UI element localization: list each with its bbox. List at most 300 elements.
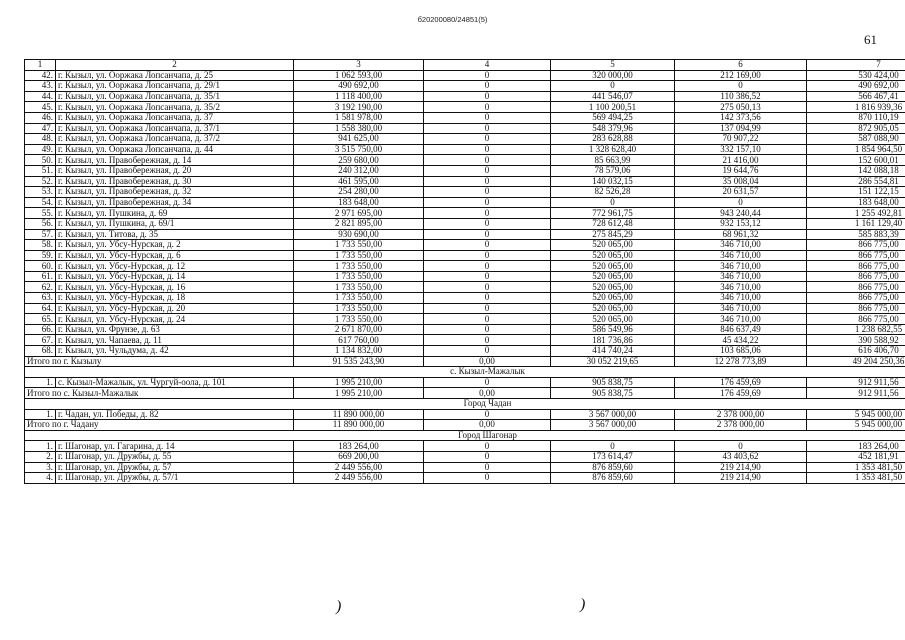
- amount-cell: 45 434,22: [675, 335, 807, 346]
- address-cell: г. Кызыл, ул. Пушкина, д. 69/1: [56, 218, 294, 229]
- amount-cell: 346 710,00: [675, 271, 807, 282]
- amount-cell: 0: [551, 81, 675, 92]
- amount-cell: 346 710,00: [675, 293, 807, 304]
- section-row: [25, 399, 905, 410]
- amount-cell: 183 264,00: [807, 441, 905, 452]
- total-row: [25, 420, 905, 431]
- column-header: 5: [551, 60, 675, 71]
- address-cell: г. Кызыл, ул. Ооржака Лопсанчапа, д. 35/2: [56, 102, 294, 113]
- total-cell: 905 838,75: [551, 388, 675, 399]
- amount-cell: 0: [424, 346, 551, 357]
- amount-cell: 617 760,00: [294, 335, 424, 346]
- amount-cell: 0: [424, 303, 551, 314]
- amount-cell: 219 214,90: [675, 462, 807, 473]
- amount-cell: 0: [424, 282, 551, 293]
- table-row: [25, 303, 905, 314]
- amount-cell: 346 710,00: [675, 261, 807, 272]
- table-row: [25, 473, 905, 484]
- amount-cell: 872 905,05: [807, 123, 905, 134]
- table-row: [25, 197, 905, 208]
- amount-cell: 0: [551, 441, 675, 452]
- table-row: [25, 218, 905, 229]
- amount-cell: 1 854 964,50: [807, 144, 905, 155]
- amount-cell: 2 378 000,00: [675, 409, 807, 420]
- amount-cell: 2 821 895,00: [294, 218, 424, 229]
- total-cell: 12 278 773,89: [675, 356, 807, 367]
- amount-cell: 0: [424, 155, 551, 166]
- amount-cell: 728 612,48: [551, 218, 675, 229]
- amount-cell: 3 515 750,00: [294, 144, 424, 155]
- amount-cell: 866 775,00: [807, 303, 905, 314]
- amount-cell: 866 775,00: [807, 293, 905, 304]
- amount-cell: 254 280,00: [294, 187, 424, 198]
- amount-cell: 70 907,22: [675, 134, 807, 145]
- amount-cell: 866 775,00: [807, 261, 905, 272]
- section-title: с. Кызыл-Мажалык: [25, 367, 905, 378]
- table-row: [25, 377, 905, 388]
- amount-cell: 1 581 978,00: [294, 112, 424, 123]
- row-number: 53.: [25, 187, 56, 198]
- amount-cell: 1 062 593,00: [294, 70, 424, 81]
- section-row: [25, 430, 905, 441]
- amount-cell: 110 386,52: [675, 91, 807, 102]
- amount-cell: 173 614,47: [551, 451, 675, 462]
- table-row: [25, 229, 905, 240]
- total-cell: 91 535 243,90: [294, 356, 424, 367]
- table-row: [25, 250, 905, 261]
- amount-cell: 183 648,00: [807, 197, 905, 208]
- amount-cell: 0: [424, 112, 551, 123]
- row-number: 1.: [25, 409, 56, 420]
- column-header: 2: [56, 60, 294, 71]
- address-cell: г. Кызыл, ул. Ооржака Лопсанчапа, д. 37/2: [56, 134, 294, 145]
- amount-cell: 0: [424, 324, 551, 335]
- amount-cell: 0: [424, 70, 551, 81]
- address-cell: г. Кызыл, ул. Ооржака Лопсанчапа, д. 29/1: [56, 81, 294, 92]
- table-row: [25, 261, 905, 272]
- amount-cell: 1 733 550,00: [294, 293, 424, 304]
- amount-cell: 0: [424, 409, 551, 420]
- address-cell: г. Шагонар, ул. Гагарина, д. 14: [56, 441, 294, 452]
- amount-cell: 2 671 870,00: [294, 324, 424, 335]
- table-row: [25, 282, 905, 293]
- amount-cell: 941 625,00: [294, 134, 424, 145]
- row-number: 3.: [25, 462, 56, 473]
- amount-cell: 0: [424, 377, 551, 388]
- amount-cell: 183 648,00: [294, 197, 424, 208]
- amount-cell: 176 459,69: [675, 377, 807, 388]
- amount-cell: 0: [551, 197, 675, 208]
- amount-cell: 151 122,15: [807, 187, 905, 198]
- column-header: 4: [424, 60, 551, 71]
- row-number: 49.: [25, 144, 56, 155]
- amount-cell: 520 065,00: [551, 282, 675, 293]
- amount-cell: 103 685,06: [675, 346, 807, 357]
- row-number: 51.: [25, 165, 56, 176]
- amount-cell: 1 328 628,40: [551, 144, 675, 155]
- amount-cell: 346 710,00: [675, 240, 807, 251]
- amount-cell: 2 971 695,00: [294, 208, 424, 219]
- row-number: 48.: [25, 134, 56, 145]
- address-cell: г. Кызыл, ул. Убсу-Нурская, д. 12: [56, 261, 294, 272]
- amount-cell: 930 690,00: [294, 229, 424, 240]
- amount-cell: 283 628,88: [551, 134, 675, 145]
- amount-cell: 320 000,00: [551, 70, 675, 81]
- table-row: [25, 208, 905, 219]
- amount-cell: 82 526,28: [551, 187, 675, 198]
- section-title: Город Шагонар: [25, 430, 905, 441]
- amount-cell: 943 240,44: [675, 208, 807, 219]
- document-id: б20200080/24851(5): [417, 15, 488, 24]
- total-cell: 1 995 210,00: [294, 388, 424, 399]
- address-cell: г. Кызыл, ул. Убсу-Нурская, д. 24: [56, 314, 294, 325]
- table-row: [25, 293, 905, 304]
- table-row: [25, 112, 905, 123]
- amount-cell: 0: [675, 197, 807, 208]
- amount-cell: 346 710,00: [675, 282, 807, 293]
- row-number: 1.: [25, 441, 56, 452]
- address-cell: г. Кызыл, ул. Ооржака Лопсанчапа, д. 35/1: [56, 91, 294, 102]
- row-number: 66.: [25, 324, 56, 335]
- row-number: 43.: [25, 81, 56, 92]
- amount-cell: 0: [424, 197, 551, 208]
- amount-cell: 932 153,12: [675, 218, 807, 229]
- row-number: 60.: [25, 261, 56, 272]
- table-row: [25, 271, 905, 282]
- amount-cell: 20 631,57: [675, 187, 807, 198]
- row-number: 42.: [25, 70, 56, 81]
- amount-cell: 0: [424, 165, 551, 176]
- amount-cell: 569 494,25: [551, 112, 675, 123]
- total-cell: 11 890 000,00: [294, 420, 424, 431]
- amount-cell: 0: [424, 261, 551, 272]
- amount-cell: 140 032,15: [551, 176, 675, 187]
- total-row: [25, 356, 905, 367]
- table-row: [25, 70, 905, 81]
- amount-cell: 1 353 481,50: [807, 473, 905, 484]
- total-cell: 912 911,56: [807, 388, 905, 399]
- amount-cell: 390 588,92: [807, 335, 905, 346]
- total-cell: 3 567 000,00: [551, 420, 675, 431]
- table-row: [25, 176, 905, 187]
- amount-cell: 0: [424, 229, 551, 240]
- total-cell: 0,00: [424, 356, 551, 367]
- amount-cell: 346 710,00: [675, 303, 807, 314]
- amount-cell: 1 816 939,36: [807, 102, 905, 113]
- address-cell: г. Кызыл, ул. Правобережная, д. 32: [56, 187, 294, 198]
- amount-cell: 866 775,00: [807, 271, 905, 282]
- amount-cell: 3 567 000,00: [551, 409, 675, 420]
- row-number: 59.: [25, 250, 56, 261]
- amount-cell: 346 710,00: [675, 314, 807, 325]
- row-number: 44.: [25, 91, 56, 102]
- row-number: 64.: [25, 303, 56, 314]
- total-cell: 0,00: [424, 420, 551, 431]
- row-number: 4.: [25, 473, 56, 484]
- address-cell: г. Кызыл, ул. Ооржака Лопсанчапа, д. 37/1: [56, 123, 294, 134]
- amount-cell: 520 065,00: [551, 293, 675, 304]
- amount-cell: 876 859,60: [551, 473, 675, 484]
- amount-cell: 21 416,00: [675, 155, 807, 166]
- amount-cell: 346 710,00: [675, 250, 807, 261]
- row-number: 1.: [25, 377, 56, 388]
- amount-cell: 1 161 129,40: [807, 218, 905, 229]
- amount-cell: 0: [424, 441, 551, 452]
- amount-cell: 530 424,00: [807, 70, 905, 81]
- table-row: [25, 123, 905, 134]
- row-number: 2.: [25, 451, 56, 462]
- amount-cell: 1 100 200,51: [551, 102, 675, 113]
- address-cell: г. Чадан, ул. Победы, д. 82: [56, 409, 294, 420]
- amount-cell: 452 181,91: [807, 451, 905, 462]
- address-cell: г. Кызыл, ул. Убсу-Нурская, д. 2: [56, 240, 294, 251]
- amount-cell: 286 554,81: [807, 176, 905, 187]
- address-cell: г. Кызыл, ул. Правобережная, д. 34: [56, 197, 294, 208]
- amount-cell: 866 775,00: [807, 314, 905, 325]
- amount-cell: 1 733 550,00: [294, 271, 424, 282]
- amount-cell: 1 733 550,00: [294, 240, 424, 251]
- address-cell: г. Кызыл, ул. Ооржака Лопсанчапа, д. 44: [56, 144, 294, 155]
- amount-cell: 0: [424, 451, 551, 462]
- table-row: [25, 187, 905, 198]
- amount-cell: 240 312,00: [294, 165, 424, 176]
- amount-cell: 0: [424, 187, 551, 198]
- amount-cell: 0: [675, 441, 807, 452]
- amount-cell: 1 118 400,00: [294, 91, 424, 102]
- amount-cell: 414 740,24: [551, 346, 675, 357]
- amount-cell: 616 406,70: [807, 346, 905, 357]
- row-number: 54.: [25, 197, 56, 208]
- table-row: [25, 144, 905, 155]
- amount-cell: 1 238 682,55: [807, 324, 905, 335]
- amount-cell: 0: [424, 218, 551, 229]
- amount-cell: 0: [424, 293, 551, 304]
- table-row: [25, 441, 905, 452]
- address-cell: г. Шагонар, ул. Дружбы, д. 57: [56, 462, 294, 473]
- row-number: 65.: [25, 314, 56, 325]
- amount-cell: 0: [424, 208, 551, 219]
- amount-cell: 876 859,60: [551, 462, 675, 473]
- row-number: 61.: [25, 271, 56, 282]
- amount-cell: 587 088,90: [807, 134, 905, 145]
- table-row: [25, 165, 905, 176]
- amount-cell: 183 264,00: [294, 441, 424, 452]
- address-cell: г. Кызыл, ул. Пушкина, д. 69: [56, 208, 294, 219]
- table-row: [25, 102, 905, 113]
- table-row: [25, 81, 905, 92]
- column-number-header: [25, 60, 905, 71]
- amount-cell: 669 200,00: [294, 451, 424, 462]
- address-cell: г. Кызыл, ул. Правобережная, д. 14: [56, 155, 294, 166]
- amount-cell: 1 558 380,00: [294, 123, 424, 134]
- amount-cell: 0: [424, 102, 551, 113]
- amount-cell: 219 214,90: [675, 473, 807, 484]
- amount-cell: 866 775,00: [807, 250, 905, 261]
- row-number: 57.: [25, 229, 56, 240]
- amount-cell: 520 065,00: [551, 314, 675, 325]
- amount-cell: 275 845,29: [551, 229, 675, 240]
- amount-cell: 212 169,00: [675, 70, 807, 81]
- register-body: [25, 70, 905, 483]
- amount-cell: 1 353 481,50: [807, 462, 905, 473]
- amount-cell: 1 995 210,00: [294, 377, 424, 388]
- address-cell: г. Кызыл, ул. Убсу-Нурская, д. 18: [56, 293, 294, 304]
- address-cell: г. Кызыл, ул. Ооржака Лопсанчапа, д. 25: [56, 70, 294, 81]
- amount-cell: 870 110,19: [807, 112, 905, 123]
- amount-cell: 520 065,00: [551, 250, 675, 261]
- amount-cell: 1 733 550,00: [294, 314, 424, 325]
- table-row: [25, 134, 905, 145]
- amount-cell: 0: [424, 314, 551, 325]
- amount-cell: 3 192 190,00: [294, 102, 424, 113]
- amount-cell: 137 094,99: [675, 123, 807, 134]
- amount-cell: 905 838,75: [551, 377, 675, 388]
- row-number: 55.: [25, 208, 56, 219]
- amount-cell: 152 600,01: [807, 155, 905, 166]
- amount-cell: 275 050,13: [675, 102, 807, 113]
- amount-cell: 142 373,56: [675, 112, 807, 123]
- amount-cell: 1 255 492,81: [807, 208, 905, 219]
- address-cell: г. Кызыл, ул. Убсу-Нурская, д. 16: [56, 282, 294, 293]
- amount-cell: 11 890 000,00: [294, 409, 424, 420]
- address-cell: г. Кызыл, ул. Убсу-Нурская, д. 14: [56, 271, 294, 282]
- table-row: [25, 155, 905, 166]
- row-number: 62.: [25, 282, 56, 293]
- total-label: Итого по г. Чадану: [25, 420, 294, 431]
- amount-cell: 1 733 550,00: [294, 282, 424, 293]
- table-row: [25, 335, 905, 346]
- amount-cell: 332 157,10: [675, 144, 807, 155]
- amount-cell: 520 065,00: [551, 261, 675, 272]
- amount-cell: 181 736,86: [551, 335, 675, 346]
- amount-cell: 0: [424, 81, 551, 92]
- page-number: 61: [864, 32, 877, 47]
- amount-cell: 2 449 556,00: [294, 473, 424, 484]
- total-cell: 5 945 000,00: [807, 420, 905, 431]
- amount-cell: 548 379,96: [551, 123, 675, 134]
- amount-cell: 43 403,62: [675, 451, 807, 462]
- amount-cell: 490 692,00: [807, 81, 905, 92]
- amount-cell: 0: [424, 176, 551, 187]
- table-row: [25, 462, 905, 473]
- section-row: [25, 367, 905, 378]
- address-cell: г. Кызыл, ул. Правобережная, д. 20: [56, 165, 294, 176]
- amount-cell: 68 961,32: [675, 229, 807, 240]
- total-cell: 49 204 250,36: [807, 356, 905, 367]
- address-cell: г. Кызыл, ул. Убсу-Нурская, д. 20: [56, 303, 294, 314]
- table-row: [25, 314, 905, 325]
- address-cell: с. Кызыл-Мажалык, ул. Чургуй-оола, д. 101: [56, 377, 294, 388]
- pen-mark: ): [580, 596, 586, 613]
- address-cell: г. Шагонар, ул. Дружбы, д. 57/1: [56, 473, 294, 484]
- row-number: 50.: [25, 155, 56, 166]
- amount-cell: 85 663,99: [551, 155, 675, 166]
- amount-cell: 0: [675, 81, 807, 92]
- amount-cell: 0: [424, 250, 551, 261]
- pen-mark: ): [336, 598, 342, 615]
- amount-cell: 1 733 550,00: [294, 303, 424, 314]
- row-number: 63.: [25, 293, 56, 304]
- address-cell: г. Кызыл, ул. Чульдума, д. 42: [56, 346, 294, 357]
- row-number: 58.: [25, 240, 56, 251]
- amount-cell: 0: [424, 144, 551, 155]
- amount-cell: 0: [424, 271, 551, 282]
- total-row: [25, 388, 905, 399]
- address-cell: г. Кызыл, ул. Титова, д. 35: [56, 229, 294, 240]
- amount-cell: 0: [424, 462, 551, 473]
- amount-cell: 0: [424, 240, 551, 251]
- address-cell: г. Кызыл, ул. Ооржака Лопсанчапа, д. 37: [56, 112, 294, 123]
- total-cell: 2 378 000,00: [675, 420, 807, 431]
- amount-cell: 866 775,00: [807, 240, 905, 251]
- amount-cell: 142 088,18: [807, 165, 905, 176]
- total-cell: 176 459,69: [675, 388, 807, 399]
- amount-cell: 866 775,00: [807, 282, 905, 293]
- row-number: 68.: [25, 346, 56, 357]
- amount-cell: 0: [424, 134, 551, 145]
- amount-cell: 912 911,56: [807, 377, 905, 388]
- table-row: [25, 240, 905, 251]
- row-number: 52.: [25, 176, 56, 187]
- amount-cell: 5 945 000,00: [807, 409, 905, 420]
- amount-cell: 490 692,00: [294, 81, 424, 92]
- total-label: Итого по с. Кызыл-Мажалык: [25, 388, 294, 399]
- table-row: [25, 451, 905, 462]
- row-number: 67.: [25, 335, 56, 346]
- row-number: 46.: [25, 112, 56, 123]
- amount-cell: 2 449 556,00: [294, 462, 424, 473]
- amount-cell: 259 680,00: [294, 155, 424, 166]
- address-cell: г. Кызыл, ул. Фрунзе, д. 63: [56, 324, 294, 335]
- amount-cell: 1 733 550,00: [294, 261, 424, 272]
- total-cell: 30 052 219,65: [551, 356, 675, 367]
- amount-cell: 1 733 550,00: [294, 250, 424, 261]
- address-cell: г. Шагонар, ул. Дружбы, д. 55: [56, 451, 294, 462]
- address-cell: г. Кызыл, ул. Правобережная, д. 30: [56, 176, 294, 187]
- register-table: [24, 59, 905, 484]
- amount-cell: 35 008,04: [675, 176, 807, 187]
- table-row: [25, 346, 905, 357]
- amount-cell: 0: [424, 473, 551, 484]
- total-label: Итого по г. Кызылу: [25, 356, 294, 367]
- amount-cell: 0: [424, 123, 551, 134]
- amount-cell: 520 065,00: [551, 240, 675, 251]
- column-header: 1: [25, 60, 56, 71]
- amount-cell: 19 644,76: [675, 165, 807, 176]
- row-number: 47.: [25, 123, 56, 134]
- amount-cell: 441 546,07: [551, 91, 675, 102]
- column-header: 6: [675, 60, 807, 71]
- amount-cell: 520 065,00: [551, 303, 675, 314]
- address-cell: г. Кызыл, ул. Убсу-Нурская, д. 6: [56, 250, 294, 261]
- amount-cell: 520 065,00: [551, 271, 675, 282]
- column-header: 3: [294, 60, 424, 71]
- amount-cell: 1 134 832,00: [294, 346, 424, 357]
- table-row: [25, 409, 905, 420]
- column-header: 7: [807, 60, 905, 71]
- amount-cell: 586 549,96: [551, 324, 675, 335]
- section-title: Город Чадан: [25, 399, 905, 410]
- address-cell: г. Кызыл, ул. Чапаева, д. 11: [56, 335, 294, 346]
- amount-cell: 772 961,75: [551, 208, 675, 219]
- amount-cell: 566 467,41: [807, 91, 905, 102]
- amount-cell: 78 579,06: [551, 165, 675, 176]
- row-number: 45.: [25, 102, 56, 113]
- table-row: [25, 91, 905, 102]
- table-row: [25, 324, 905, 335]
- amount-cell: 0: [424, 91, 551, 102]
- amount-cell: 461 595,00: [294, 176, 424, 187]
